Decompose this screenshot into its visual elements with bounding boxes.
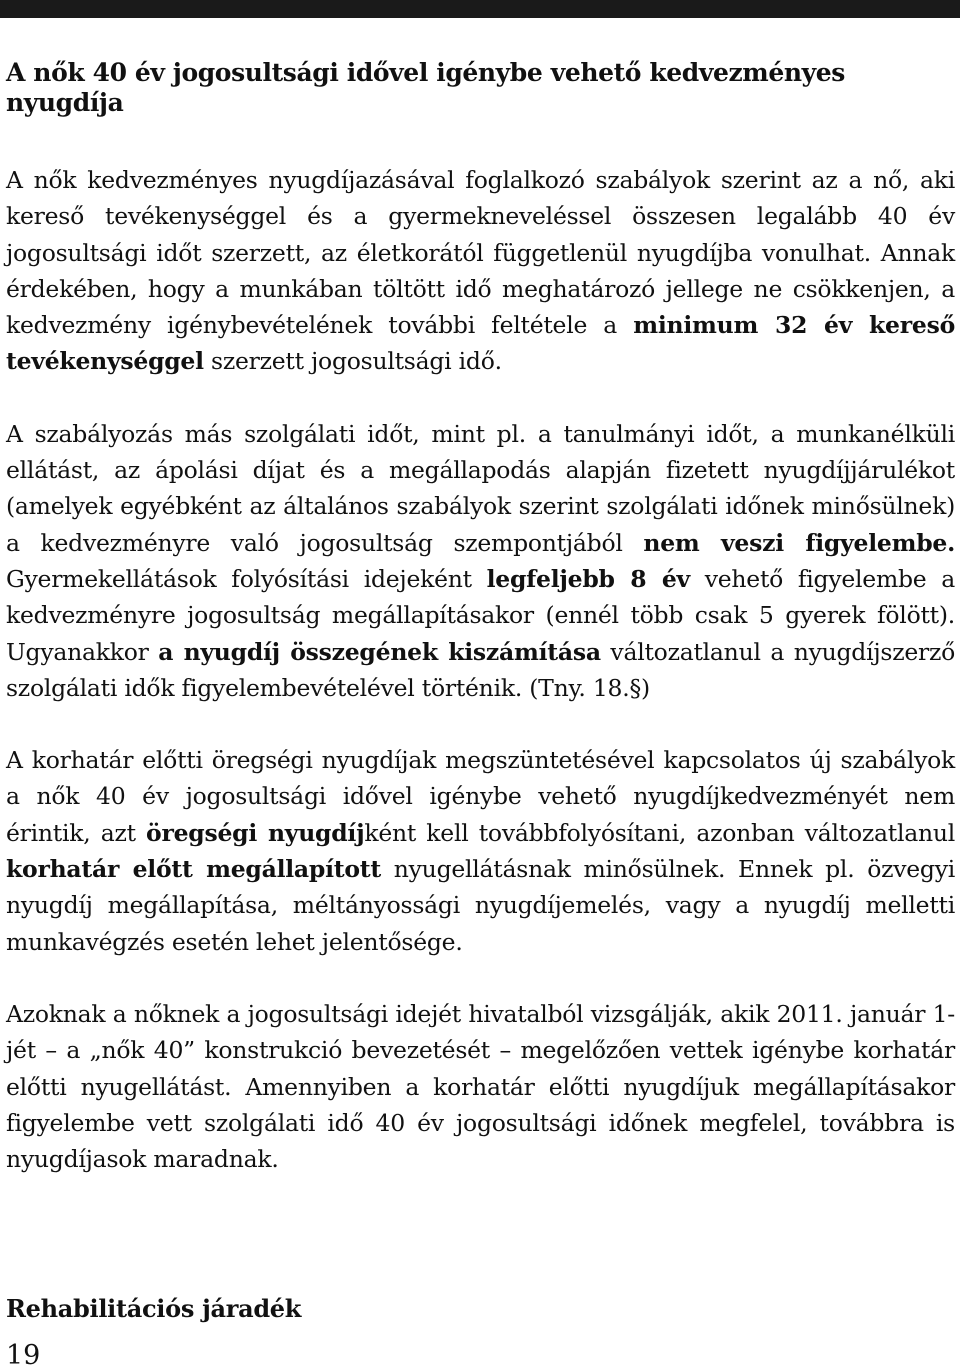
paragraph-official-review: [6, 996, 955, 1177]
bold-text: korhatár előtt megállapított: [6, 855, 381, 884]
top-border-rule: [0, 0, 960, 18]
bold-text: nem veszi figyelembe.: [643, 528, 956, 557]
text-run: változatlanul a nyugdíjszerző szolgálati idők figyelembevételével történik. (Tny. 18.§): [6, 637, 955, 702]
text-run: nyugellátásnak minősülnek. Ennek pl. özvegyi nyugdíj megállapítása, méltányossági nyugdíjemelés, vagy a nyugdíj melletti munkavégzés esetén lehet jelentősége.: [6, 855, 955, 956]
text-run: A szabályozás más szolgálati időt, mint pl. a tanulmányi időt, a munkanélküli ellátást, az ápolási díjat és a megállapodás alapján fizetett nyugdíjjárulékot (amelyek egyébként az általános szabályok szerint szolgálati időnek minősülnek) a kedvezményre való jogosultság szempontjából: [6, 419, 955, 557]
paragraph-service-time: [6, 416, 955, 706]
page-number: 19: [6, 1340, 41, 1371]
bold-text: öregségi nyugdíj: [146, 818, 365, 847]
document-page: [6, 58, 955, 1213]
paragraph-old-age-pension: [6, 742, 955, 960]
text-run: ként kell továbbfolyósítani, azonban változatlanul: [364, 818, 956, 847]
text-run: Gyermekellátások folyósítási idejeként: [6, 564, 487, 593]
next-section-heading: Rehabilitációs járadék: [6, 1294, 302, 1323]
text-run: szerzett jogosultsági idő.: [203, 347, 502, 376]
bold-text: minimum 32 év kereső tevékenységgel: [6, 311, 955, 376]
text-run: A nők kedvezményes nyugdíjazásával foglalkozó szabályok szerint az a nő, aki kereső tevékenységgel és a gyermekneveléssel összesen legalább 40 év jogosultsági időt szerzett, az életkorától függetlenül nyugdíjba vonulhat. Annak érdekében, hogy a munkában töltött idő meghatározó jellege ne csökkenjen, a kedvezmény igénybevételének további feltétele a: [6, 166, 955, 340]
bold-text: a nyugdíj összegének kiszámítása: [158, 637, 601, 666]
text-run: A korhatár előtti öregségi nyugdíjak megszüntetésével kapcsolatos új szabályok a nők 40 év jogosultsági idővel igénybe vehető nyugdíjkedvezményét nem érintik, azt: [6, 746, 955, 847]
text-run: vehető figyelembe a kedvezményre jogosultság megállapításakor (ennél több csak 5 gyerek fölött). Ugyanakkor: [6, 564, 955, 666]
paragraph-eligibility: [6, 162, 955, 380]
bold-text: legfeljebb 8 év: [486, 564, 690, 593]
section-title: A nők 40 év jogosultsági idővel igénybe vehető kedvezményes nyugdíja: [6, 58, 845, 117]
text-run: Azoknak a nőknek a jogosultsági idejét hivatalból vizsgálják, akik 2011. január 1-jét – a „nők 40” konstrukció bevezetését – megelőzően vettek igénybe korhatár előtti nyugellátást. Amennyiben a korhatár előtti nyugdíjuk megállapításakor figyelembe vett szolgálati idő 40 év jogosultsági időnek megfelel, továbbra is nyugdíjasok maradnak.: [6, 999, 955, 1174]
